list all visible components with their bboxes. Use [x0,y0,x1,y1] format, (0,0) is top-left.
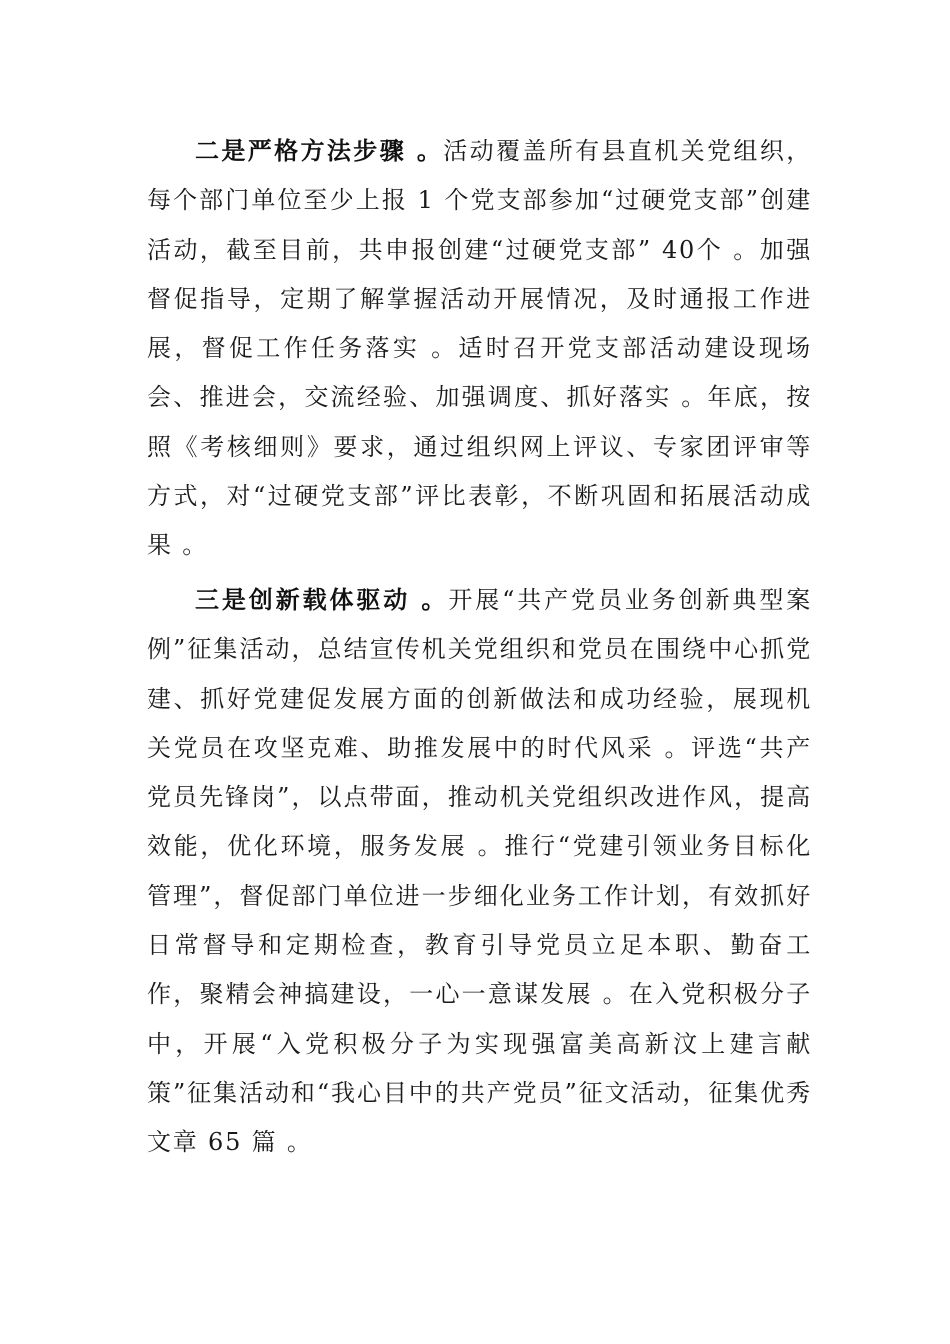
paragraph-method-steps [147,126,812,571]
paragraph-body-text: 开展“共产党员业务创新典型案例”征集活动，总结宣传机关党组织和党员在围绕中心抓党建、抓好党建促发展方面的创新做法和成功经验，展现机关党员在攻坚克难、助推发展中的时代风采 。评选“共产党员先锋岗”，以点带面，推动机关党组织改进作风，提高效能，优化环境，服务发展 。推行“党建引领业务目标化管理”，督促部门单位进一步细化业务工作计划，有效抓好日常督导和定期检查，教育引导党员立足本职、勤奋工作，聚精会神搞建设，一心一意谋发展 。在入党积极分子中，开展“入党积极分子为实现强富美高新汶上建言献策”征集活动和“我心目中的共产党员”征文活动，征集优秀文章 65 篇 。 [147,586,813,1157]
paragraph-body-text: 活动覆盖所有县直机关党组织，每个部门单位至少上报 1 个党支部参加“过硬党支部”创建活动，截至目前，共申报创建“过硬党支部” 40个 。加强督促指导，定期了解掌握活动开展情况，及时通报工作进展，督促工作任务落实 。适时召开党支部活动建设现场会、推进会，交流经验、加强调度、抓好落实 。年底，按照《考核细则》要求，通过组织网上评议、专家团评审等方式，对“过硬党支部”评比表彰，不断巩固和拓展活动成果 。 [147,137,812,560]
paragraph-innovation-carrier [147,575,812,1168]
paragraph-lead-heading: 三是创新载体驱动 。 [195,585,449,614]
paragraph-lead-heading: 二是严格方法步骤 。 [195,136,444,165]
